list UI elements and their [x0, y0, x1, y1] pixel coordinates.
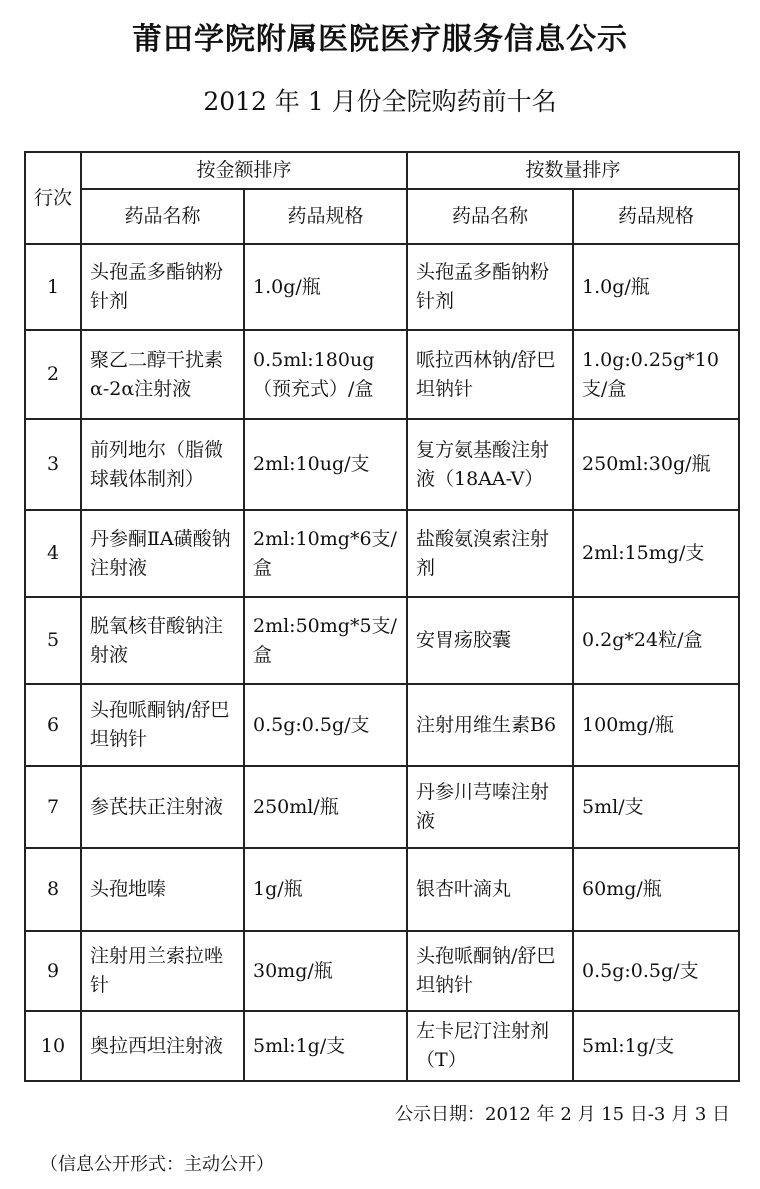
- table-body: [25, 244, 739, 1081]
- rank-cell: 6: [25, 684, 81, 766]
- amount-drug-name-cell: 聚乙二醇干扰素α-2α注射液: [81, 330, 244, 419]
- quantity-drug-name-cell: 注射用维生素B6: [407, 684, 573, 766]
- rank-header: 行次: [25, 152, 81, 244]
- col-header-quantity-name: 药品名称: [407, 189, 573, 244]
- amount-drug-name-cell: 头孢地嗪: [81, 848, 244, 931]
- amount-drug-spec-cell: 0.5g:0.5g/支: [244, 684, 407, 766]
- table-row: [25, 244, 739, 330]
- quantity-drug-name-cell: 安胃疡胶囊: [407, 597, 573, 684]
- amount-drug-spec-cell: 0.5ml:180ug（预充式）/盒: [244, 330, 407, 419]
- amount-drug-name-cell: 参芪扶正注射液: [81, 766, 244, 848]
- amount-drug-spec-cell: 2ml:50mg*5支/盒: [244, 597, 407, 684]
- amount-drug-name-cell: 前列地尔（脂微球载体制剂）: [81, 419, 244, 510]
- col-header-amount-name: 药品名称: [81, 189, 244, 244]
- rank-cell: 7: [25, 766, 81, 848]
- quantity-drug-spec-cell: 5ml/支: [573, 766, 739, 848]
- disclosure-note: （信息公开形式：主动公开）: [40, 1154, 274, 1175]
- amount-drug-spec-cell: 250ml/瓶: [244, 766, 407, 848]
- rank-cell: 3: [25, 419, 81, 510]
- rank-cell: 4: [25, 510, 81, 597]
- quantity-drug-spec-cell: 60mg/瓶: [573, 848, 739, 931]
- group-header-amount: 按金额排序: [81, 152, 407, 189]
- amount-drug-spec-cell: 2ml:10mg*6支/盒: [244, 510, 407, 597]
- rank-cell: 9: [25, 931, 81, 1011]
- quantity-drug-name-cell: 复方氨基酸注射液（18AA-V）: [407, 419, 573, 510]
- quantity-drug-name-cell: 头孢孟多酯钠粉针剂: [407, 244, 573, 330]
- table-row: [25, 1011, 739, 1081]
- table-row: [25, 597, 739, 684]
- col-header-quantity-spec: 药品规格: [573, 189, 739, 244]
- amount-drug-spec-cell: 2ml:10ug/支: [244, 419, 407, 510]
- quantity-drug-name-cell: 丹参川芎嗪注射液: [407, 766, 573, 848]
- col-header-amount-spec: 药品规格: [244, 189, 407, 244]
- page-subtitle: 2012 年 1 月份全院购药前十名: [203, 87, 557, 116]
- quantity-drug-spec-cell: 1.0g:0.25g*10支/盒: [573, 330, 739, 419]
- rank-cell: 1: [25, 244, 81, 330]
- amount-drug-spec-cell: 30mg/瓶: [244, 931, 407, 1011]
- quantity-drug-name-cell: 左卡尼汀注射剂（T）: [407, 1011, 573, 1081]
- quantity-drug-name-cell: 哌拉西林钠/舒巴坦钠针: [407, 330, 573, 419]
- page-title: 莆田学院附属医院医疗服务信息公示: [132, 22, 628, 57]
- table-row: [25, 931, 739, 1011]
- drug-ranking-table: [24, 151, 740, 1082]
- quantity-drug-name-cell: 头孢哌酮钠/舒巴坦钠针: [407, 931, 573, 1011]
- quantity-drug-spec-cell: 2ml:15mg/支: [573, 510, 739, 597]
- quantity-drug-spec-cell: 250ml:30g/瓶: [573, 419, 739, 510]
- amount-drug-name-cell: 脱氧核苷酸钠注射液: [81, 597, 244, 684]
- amount-drug-name-cell: 头孢孟多酯钠粉针剂: [81, 244, 244, 330]
- quantity-drug-spec-cell: 5ml:1g/支: [573, 1011, 739, 1081]
- table-row: [25, 510, 739, 597]
- quantity-drug-name-cell: 银杏叶滴丸: [407, 848, 573, 931]
- table-row: [25, 684, 739, 766]
- table-row: [25, 766, 739, 848]
- publication-date: 公示日期：2012 年 2 月 15 日-3 月 3 日: [395, 1104, 730, 1125]
- rank-cell: 10: [25, 1011, 81, 1081]
- amount-drug-name-cell: 奥拉西坦注射液: [81, 1011, 244, 1081]
- table-row: [25, 848, 739, 931]
- quantity-drug-name-cell: 盐酸氨溴索注射剂: [407, 510, 573, 597]
- amount-drug-name-cell: 注射用兰索拉唑针: [81, 931, 244, 1011]
- rank-cell: 8: [25, 848, 81, 931]
- rank-cell: 5: [25, 597, 81, 684]
- amount-drug-spec-cell: 1g/瓶: [244, 848, 407, 931]
- quantity-drug-spec-cell: 0.2g*24粒/盒: [573, 597, 739, 684]
- quantity-drug-spec-cell: 1.0g/瓶: [573, 244, 739, 330]
- quantity-drug-spec-cell: 0.5g:0.5g/支: [573, 931, 739, 1011]
- rank-cell: 2: [25, 330, 81, 419]
- quantity-drug-spec-cell: 100mg/瓶: [573, 684, 739, 766]
- amount-drug-spec-cell: 1.0g/瓶: [244, 244, 407, 330]
- table-row: [25, 419, 739, 510]
- amount-drug-name-cell: 头孢哌酮钠/舒巴坦钠针: [81, 684, 244, 766]
- amount-drug-name-cell: 丹参酮ⅡA磺酸钠注射液: [81, 510, 244, 597]
- table-row: [25, 330, 739, 419]
- amount-drug-spec-cell: 5ml:1g/支: [244, 1011, 407, 1081]
- group-header-quantity: 按数量排序: [407, 152, 739, 189]
